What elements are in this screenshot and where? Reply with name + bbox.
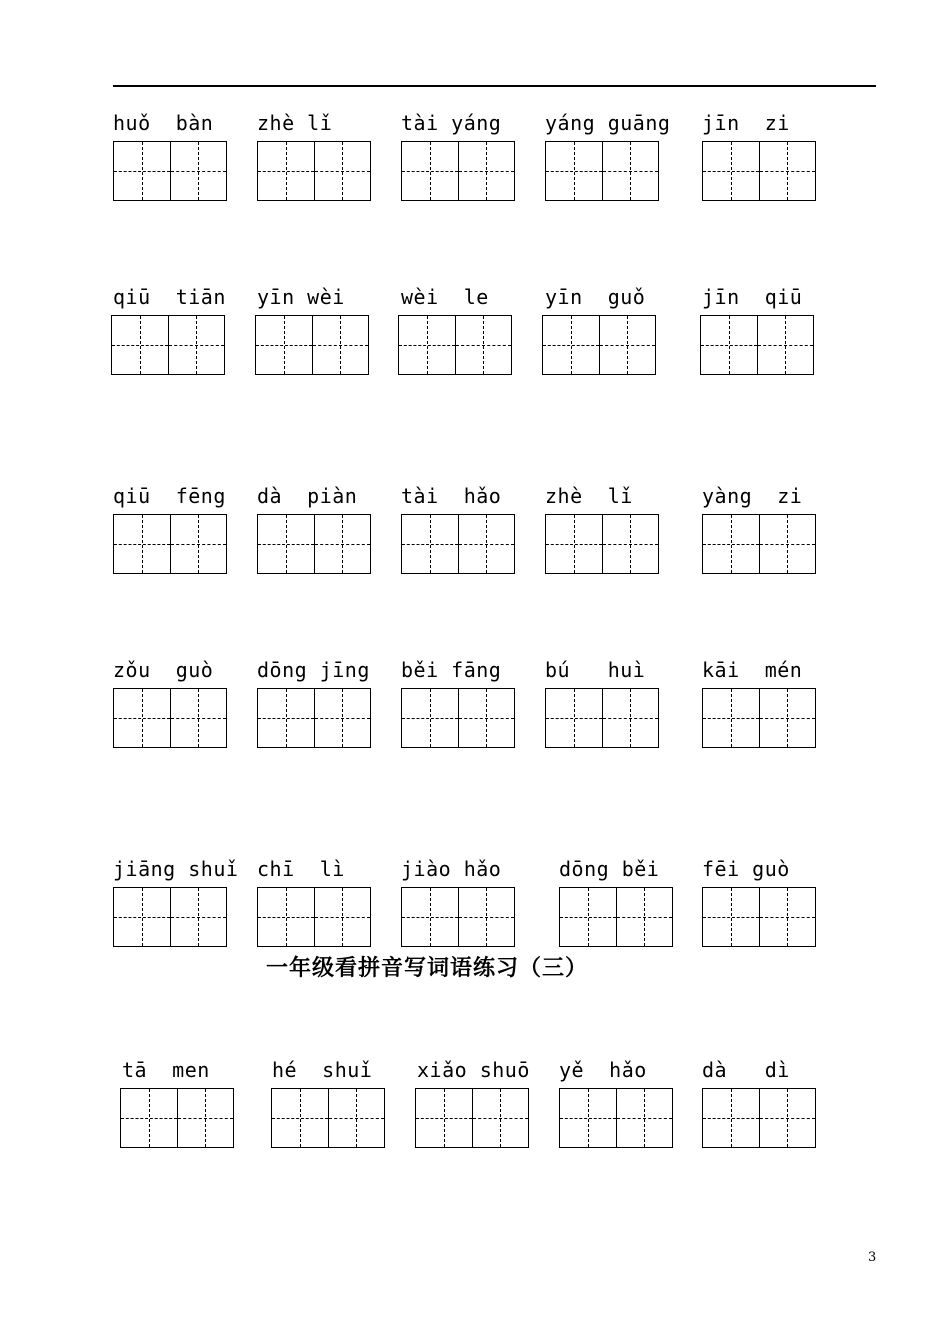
writing-boxes[interactable]	[702, 887, 816, 947]
pinyin-label: jīn qiū	[702, 285, 803, 309]
tian-grid-cell[interactable]	[546, 142, 602, 200]
tian-grid-cell[interactable]	[560, 888, 616, 946]
pinyin-label: qiū tiān	[113, 285, 226, 309]
tian-grid-cell[interactable]	[272, 1089, 328, 1147]
tian-grid-cell[interactable]	[543, 316, 599, 374]
tian-grid-cell[interactable]	[759, 689, 816, 747]
tian-grid-cell[interactable]	[177, 1089, 234, 1147]
tian-grid-cell[interactable]	[703, 515, 759, 573]
writing-boxes[interactable]	[545, 688, 659, 748]
tian-grid-cell[interactable]	[759, 142, 816, 200]
writing-boxes[interactable]	[255, 315, 369, 375]
writing-boxes[interactable]	[702, 514, 816, 574]
tian-grid-cell[interactable]	[402, 142, 458, 200]
pinyin-label: hé shuǐ	[272, 1058, 373, 1082]
tian-grid-cell[interactable]	[560, 1089, 616, 1147]
tian-grid-cell[interactable]	[121, 1089, 177, 1147]
pinyin-label: zǒu guò	[113, 658, 214, 682]
tian-grid-cell[interactable]	[402, 515, 458, 573]
tian-grid-cell[interactable]	[314, 888, 371, 946]
tian-grid-cell[interactable]	[399, 316, 455, 374]
tian-grid-cell[interactable]	[701, 316, 757, 374]
writing-boxes[interactable]	[113, 887, 227, 947]
writing-boxes[interactable]	[113, 141, 227, 201]
pinyin-label: wèi le	[401, 285, 489, 309]
pinyin-label: zhè lǐ	[257, 111, 333, 135]
tian-grid-cell[interactable]	[616, 888, 673, 946]
tian-grid-cell[interactable]	[546, 515, 602, 573]
writing-boxes[interactable]	[545, 141, 659, 201]
tian-grid-cell[interactable]	[314, 515, 371, 573]
writing-boxes[interactable]	[113, 514, 227, 574]
tian-grid-cell[interactable]	[455, 316, 512, 374]
writing-boxes[interactable]	[401, 141, 515, 201]
writing-boxes[interactable]	[700, 315, 814, 375]
pinyin-label: tā men	[122, 1058, 210, 1082]
pinyin-label: dà piàn	[257, 484, 358, 508]
tian-grid-cell[interactable]	[170, 689, 227, 747]
tian-grid-cell[interactable]	[402, 888, 458, 946]
writing-boxes[interactable]	[120, 1088, 234, 1148]
tian-grid-cell[interactable]	[258, 888, 314, 946]
writing-boxes[interactable]	[559, 887, 673, 947]
tian-grid-cell[interactable]	[458, 689, 515, 747]
pinyin-label: yáng guāng	[545, 111, 671, 135]
writing-boxes[interactable]	[702, 1088, 816, 1148]
writing-boxes[interactable]	[257, 514, 371, 574]
pinyin-label: jiào hǎo	[401, 857, 502, 881]
tian-grid-cell[interactable]	[114, 888, 170, 946]
tian-grid-cell[interactable]	[170, 142, 227, 200]
pinyin-label: tài yáng	[401, 111, 502, 135]
tian-grid-cell[interactable]	[759, 1089, 816, 1147]
tian-grid-cell[interactable]	[703, 142, 759, 200]
writing-boxes[interactable]	[401, 514, 515, 574]
writing-boxes[interactable]	[401, 887, 515, 947]
tian-grid-cell[interactable]	[703, 888, 759, 946]
tian-grid-cell[interactable]	[312, 316, 369, 374]
pinyin-label: yě hǎo	[559, 1058, 647, 1082]
writing-boxes[interactable]	[545, 514, 659, 574]
tian-grid-cell[interactable]	[314, 689, 371, 747]
tian-grid-cell[interactable]	[602, 142, 659, 200]
tian-grid-cell[interactable]	[328, 1089, 385, 1147]
tian-grid-cell[interactable]	[616, 1089, 673, 1147]
writing-boxes[interactable]	[702, 141, 816, 201]
tian-grid-cell[interactable]	[114, 689, 170, 747]
tian-grid-cell[interactable]	[757, 316, 814, 374]
tian-grid-cell[interactable]	[314, 142, 371, 200]
tian-grid-cell[interactable]	[114, 142, 170, 200]
writing-boxes[interactable]	[415, 1088, 529, 1148]
pinyin-label: qiū fēng	[113, 484, 226, 508]
writing-boxes[interactable]	[398, 315, 512, 375]
writing-boxes[interactable]	[111, 315, 225, 375]
pinyin-label: kāi mén	[702, 658, 803, 682]
pinyin-label: dà dì	[702, 1058, 790, 1082]
tian-grid-cell[interactable]	[458, 888, 515, 946]
tian-grid-cell[interactable]	[759, 515, 816, 573]
writing-boxes[interactable]	[257, 688, 371, 748]
pinyin-label: bú huì	[545, 658, 646, 682]
tian-grid-cell[interactable]	[258, 689, 314, 747]
pinyin-label: jiāng shuǐ	[113, 857, 239, 881]
writing-boxes[interactable]	[271, 1088, 385, 1148]
tian-grid-cell[interactable]	[703, 1089, 759, 1147]
tian-grid-cell[interactable]	[602, 515, 659, 573]
tian-grid-cell[interactable]	[602, 689, 659, 747]
pinyin-label: běi fāng	[401, 658, 502, 682]
tian-grid-cell[interactable]	[114, 515, 170, 573]
tian-grid-cell[interactable]	[170, 515, 227, 573]
writing-boxes[interactable]	[702, 688, 816, 748]
tian-grid-cell[interactable]	[546, 689, 602, 747]
tian-grid-cell[interactable]	[256, 316, 312, 374]
pinyin-label: chī lì	[257, 857, 345, 881]
writing-boxes[interactable]	[113, 688, 227, 748]
pinyin-label: yīn guǒ	[545, 285, 646, 309]
pinyin-label: fēi guò	[702, 857, 790, 881]
pinyin-label: dōng běi	[559, 857, 660, 881]
tian-grid-cell[interactable]	[458, 142, 515, 200]
pinyin-label: zhè lǐ	[545, 484, 633, 508]
header-rule	[113, 85, 876, 87]
pinyin-label: huǒ bàn	[113, 111, 214, 135]
writing-boxes[interactable]	[542, 315, 656, 375]
tian-grid-cell[interactable]	[170, 888, 227, 946]
tian-grid-cell[interactable]	[258, 142, 314, 200]
tian-grid-cell[interactable]	[599, 316, 656, 374]
tian-grid-cell[interactable]	[416, 1089, 472, 1147]
tian-grid-cell[interactable]	[402, 689, 458, 747]
writing-boxes[interactable]	[559, 1088, 673, 1148]
tian-grid-cell[interactable]	[458, 515, 515, 573]
pinyin-label: yīn wèi	[257, 285, 345, 309]
pinyin-label: tài hǎo	[401, 484, 502, 508]
pinyin-label: jīn zi	[702, 111, 790, 135]
writing-boxes[interactable]	[257, 887, 371, 947]
writing-boxes[interactable]	[401, 688, 515, 748]
tian-grid-cell[interactable]	[168, 316, 225, 374]
pinyin-label: yàng zi	[702, 484, 803, 508]
tian-grid-cell[interactable]	[258, 515, 314, 573]
pinyin-label: dōng jīng	[257, 658, 370, 682]
tian-grid-cell[interactable]	[759, 888, 816, 946]
tian-grid-cell[interactable]	[472, 1089, 529, 1147]
tian-grid-cell[interactable]	[112, 316, 168, 374]
page-number: 3	[868, 1250, 877, 1265]
pinyin-label: xiǎo shuō	[417, 1058, 530, 1082]
tian-grid-cell[interactable]	[703, 689, 759, 747]
writing-boxes[interactable]	[257, 141, 371, 201]
worksheet-title: 一年级看拼音写词语练习（三）	[266, 956, 589, 981]
